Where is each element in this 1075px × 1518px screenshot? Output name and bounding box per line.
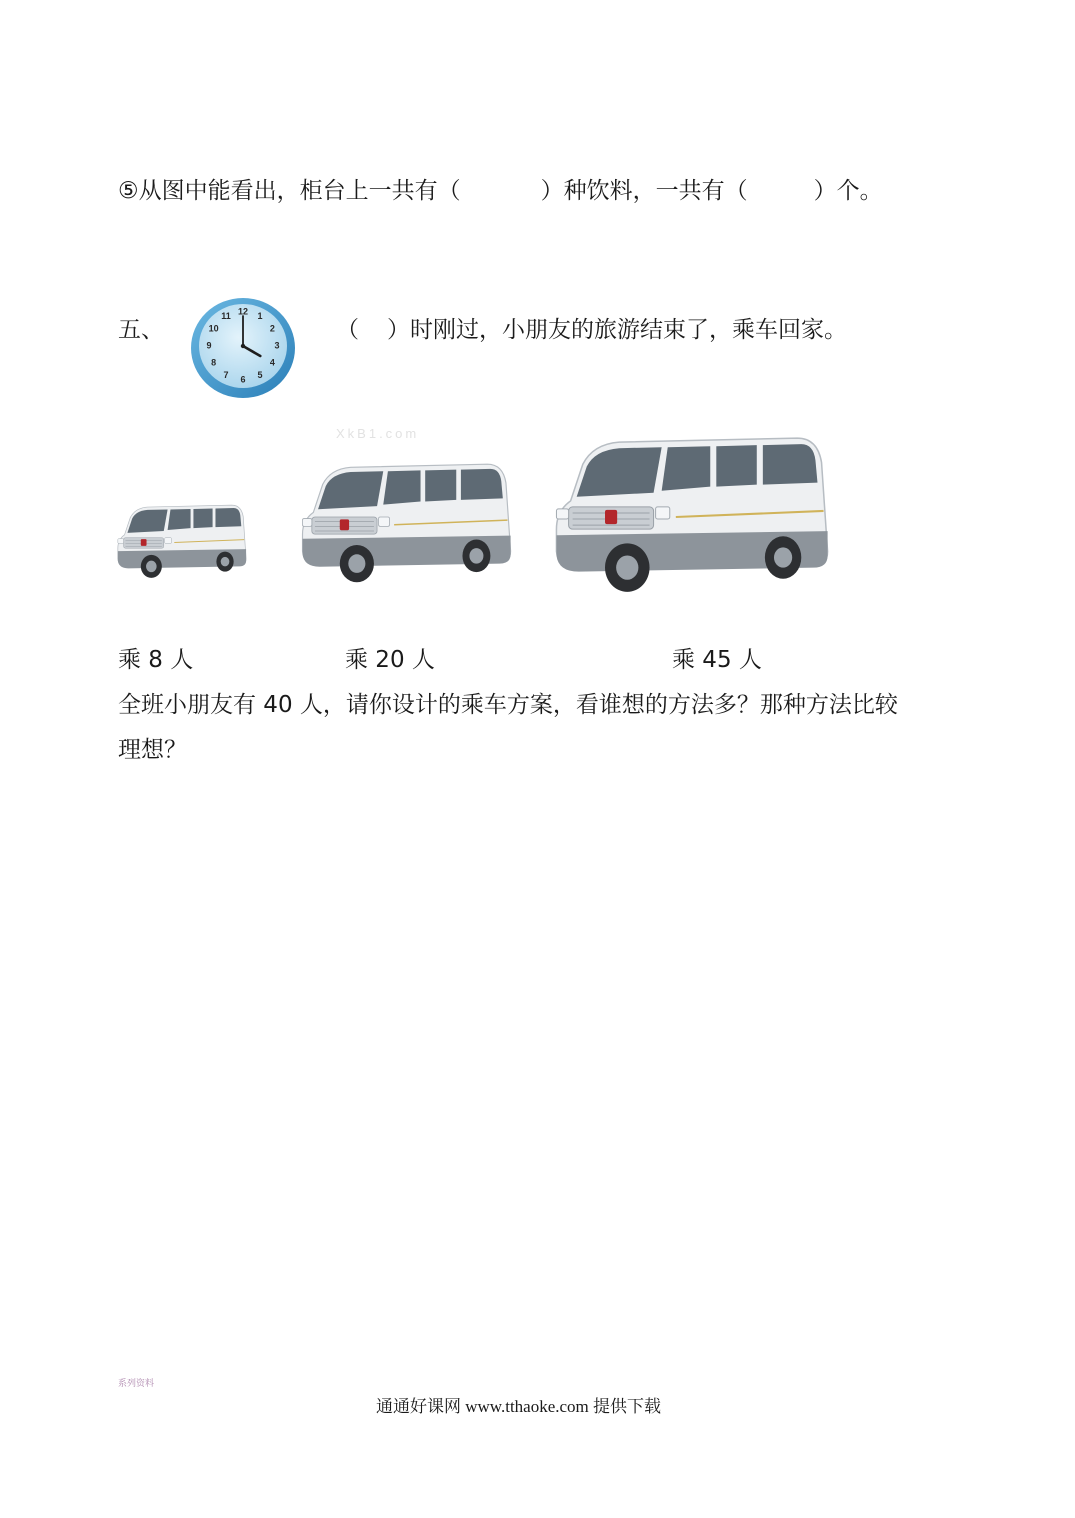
- clock-number: 1: [257, 310, 263, 321]
- clock-number: 7: [223, 369, 229, 380]
- clock-number: 6: [240, 374, 246, 385]
- clock-number: 4: [269, 357, 275, 368]
- question-5: [118, 176, 883, 206]
- q5-suffix: ）个。: [813, 178, 883, 204]
- q5-prefix: ⑤从图中能看出，柜台上一共有（: [118, 178, 461, 204]
- clock-number: 9: [206, 340, 212, 351]
- clock-number: 8: [211, 357, 217, 368]
- van-icon: [114, 500, 248, 584]
- van-large: [548, 430, 832, 602]
- clock-number: 3: [274, 340, 280, 351]
- van-label-45: 乘 45 人: [672, 647, 762, 673]
- clock-icon: [186, 290, 298, 402]
- clock-number: 10: [208, 323, 219, 334]
- van-icon: [294, 458, 516, 590]
- clock-number: 11: [221, 310, 231, 321]
- van-label-20: 乘 20 人: [345, 647, 435, 673]
- section-5-label: 五、: [118, 317, 164, 343]
- q5-mid: ）种饮料，一共有（: [540, 178, 748, 204]
- clock-number: 12: [237, 306, 249, 317]
- section-5-sentence: ）时刚过，小朋友的旅游结束了，乘车回家。: [387, 317, 847, 343]
- van-icon: [548, 430, 832, 602]
- van-small: [114, 500, 248, 584]
- section-5-text: [336, 315, 847, 345]
- watermark: XkB1.com: [336, 426, 420, 441]
- series-mark: 系列资料: [118, 1379, 155, 1389]
- clock-number: 5: [257, 369, 263, 380]
- van-medium: [294, 458, 516, 590]
- clock-number: 2: [269, 323, 275, 334]
- van-label-8: 乘 8 人: [118, 647, 194, 673]
- problem-line-2: 理想？: [118, 737, 187, 763]
- blank-open-paren: （: [336, 317, 359, 343]
- problem-line-1: 全班小朋友有 40 人，请你设计的乘车方案，看谁想的方法多？那种方法比较: [118, 692, 898, 718]
- clock-center: [241, 344, 245, 348]
- footer-download-note: 通通好课网 www.tthaoke.com 提供下载: [376, 1397, 662, 1416]
